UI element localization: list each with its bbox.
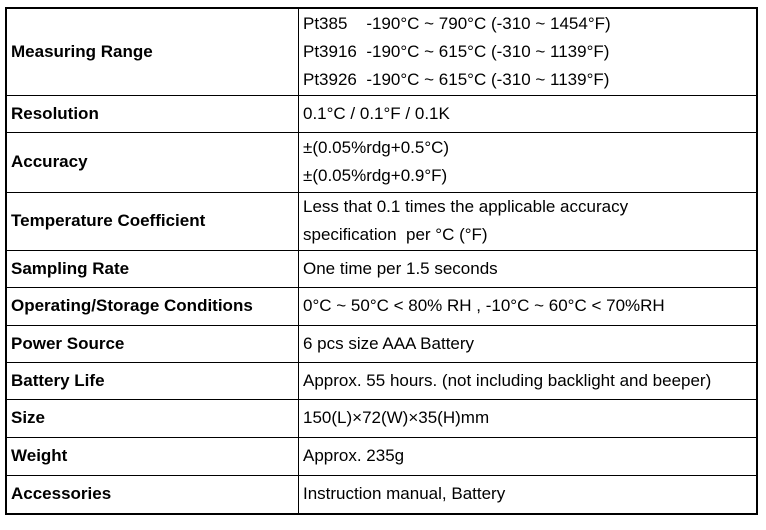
spec-label: Operating/Storage Conditions [6, 287, 299, 325]
spec-label: Resolution [6, 95, 299, 132]
spec-label: Temperature Coefficient [6, 192, 299, 250]
spec-value [299, 437, 758, 475]
spec-value [299, 399, 758, 437]
spec-value-line: Pt385 -190°C ~ 790°C (-310 ~ 1454°F) [303, 13, 611, 33]
spec-value-line: Approx. 55 hours. (not including backlight and beeper) [303, 370, 712, 390]
spec-value [299, 192, 758, 250]
table-row [6, 437, 757, 475]
spec-value-line: ±(0.05%rdg+0.9°F) [303, 166, 448, 185]
table-row [6, 192, 757, 250]
spec-value [299, 8, 758, 95]
table-row [6, 287, 757, 325]
spec-value-line: Pt3916 -190°C ~ 615°C (-310 ~ 1139°F) [303, 41, 610, 61]
spec-value-line: Less that 0.1 times the applicable accuracy [303, 197, 629, 216]
spec-value [299, 287, 758, 325]
table-row [6, 8, 757, 95]
spec-value-line: Pt3926 -190°C ~ 615°C (-310 ~ 1139°F) [303, 69, 610, 89]
spec-label: Accuracy [6, 132, 299, 192]
spec-value [299, 132, 758, 192]
spec-value-line: ±(0.05%rdg+0.5°C) [303, 138, 450, 157]
spec-value [299, 475, 758, 514]
spec-value-line: Approx. 235g [303, 446, 405, 465]
spec-value-line: Instruction manual, Battery [303, 484, 506, 504]
specifications-table [5, 7, 758, 515]
spec-label: Battery Life [6, 362, 299, 399]
spec-value-line: specification per °C (°F) [303, 225, 488, 244]
spec-label: Sampling Rate [6, 250, 299, 287]
spec-value-line: 6 pcs size AAA Battery [303, 333, 475, 353]
table-row [6, 362, 757, 399]
table-row [6, 250, 757, 287]
table-row [6, 325, 757, 362]
spec-label: Measuring Range [6, 8, 299, 95]
spec-label: Power Source [6, 325, 299, 362]
spec-value [299, 362, 758, 399]
spec-value-line: 0.1°C / 0.1°F / 0.1K [303, 103, 450, 123]
spec-value-line: 0°C ~ 50°C < 80% RH , -10°C ~ 60°C < 70%RH [303, 296, 665, 315]
spec-label: Accessories [6, 475, 299, 514]
table-row [6, 132, 757, 192]
table-row [6, 475, 757, 514]
table-row [6, 95, 757, 132]
spec-value [299, 95, 758, 132]
spec-value-line: 150(L)×72(W)×35(H)mm [303, 408, 490, 427]
spec-value [299, 325, 758, 362]
spec-value [299, 250, 758, 287]
spec-label: Weight [6, 437, 299, 475]
table-row [6, 399, 757, 437]
spec-label: Size [6, 399, 299, 437]
spec-value-line: One time per 1.5 seconds [303, 258, 498, 278]
